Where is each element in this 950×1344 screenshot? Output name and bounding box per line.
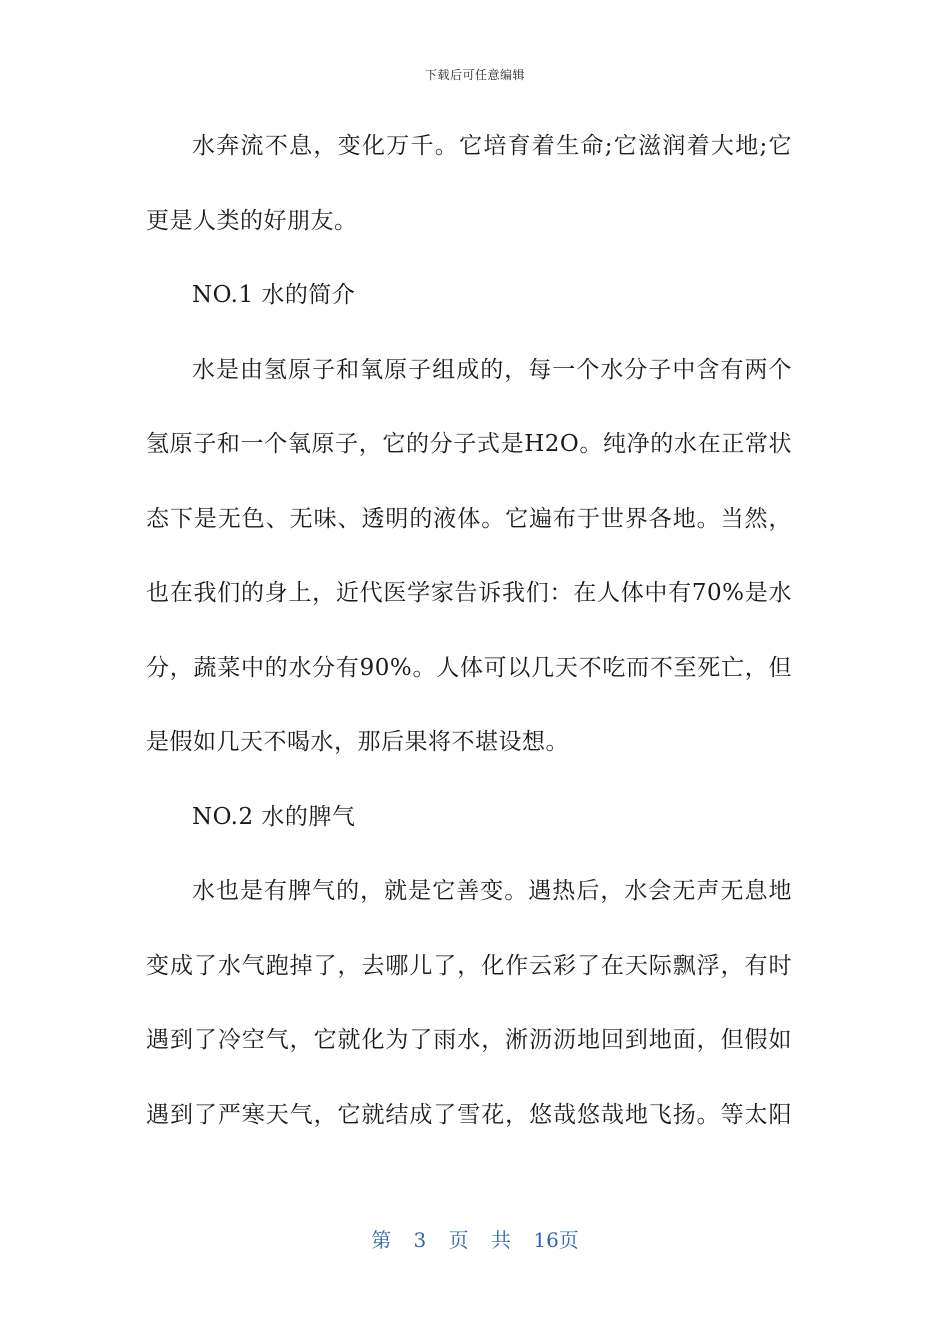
footer-label-gong: 共 — [491, 1228, 511, 1252]
paragraph-line: 氢原子和一个氧原子，它的分子式是H2O。纯净的水在正常状 — [146, 431, 792, 457]
footer-page-current: 3 — [413, 1228, 427, 1252]
section-heading: NO.1 水的简介 — [192, 282, 356, 308]
paragraph-line: 更是人类的好朋友。 — [146, 207, 358, 234]
paragraph-line: 水奔流不息，变化万千。它培育着生命;它滋润着大地;它 — [192, 133, 792, 159]
paragraph-line: 是假如几天不喝水，那后果将不堪设想。 — [146, 729, 569, 755]
footer-page-total: 16页 — [533, 1228, 579, 1252]
footer-label-di: 第 — [371, 1228, 392, 1252]
paragraph-line: 也在我们的身上，近代医学家告诉我们：在人体中有70%是水 — [146, 580, 792, 606]
section-heading: NO.2 水的脾气 — [192, 803, 356, 830]
paragraph-line: 水是由氢原子和氧原子组成的，每一个水分子中含有两个 — [192, 356, 792, 383]
footer-label-ye: 页 — [448, 1228, 469, 1252]
header-note: 下载后可任意编辑 — [424, 68, 525, 82]
paragraph-line: 遇到了严寒天气，它就结成了雪花，悠哉悠哉地飞扬。等太阳 — [146, 1101, 792, 1128]
paragraph-line: 变成了水气跑掉了，去哪儿了，化作云彩了在天际飘浮，有时 — [146, 952, 792, 979]
paragraph-line: 遇到了冷空气，它就化为了雨水，淅沥沥地回到地面，但假如 — [146, 1027, 792, 1053]
paragraph-line: 分，蔬菜中的水分有90%。人体可以几天不吃而不至死亡，但 — [146, 654, 792, 681]
page-footer — [0, 1224, 950, 1253]
document-body — [146, 126, 792, 1169]
paragraph-line: 水也是有脾气的，就是它善变。遇热后，水会无声无息地 — [192, 878, 792, 904]
paragraph-line: 态下是无色、无味、透明的液体。它遍布于世界各地。当然， — [146, 505, 792, 532]
